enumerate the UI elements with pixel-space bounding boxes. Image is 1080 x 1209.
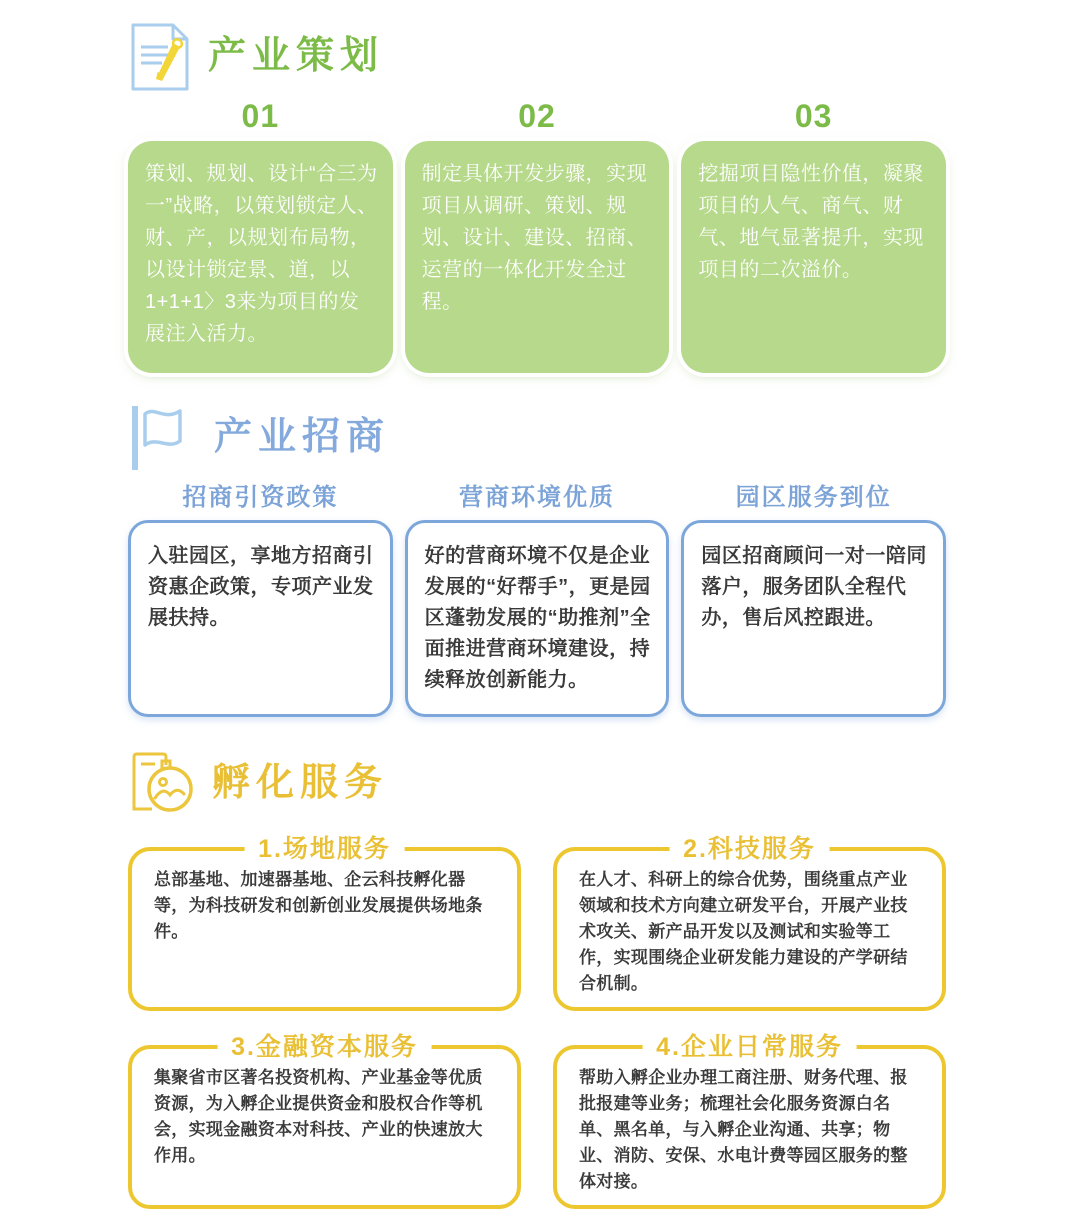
incubation-header <box>128 751 946 817</box>
incubation-card-daily-text: 帮助入孵企业办理工商注册、财务代理、报批报建等业务；梳理社会化服务资源白名单、黑名单，与入孵企业沟通、共享；物业、消防、安保、水电计费等园区服务的整体对接。 <box>579 1068 908 1191</box>
investment-heading-2: 营商环境优质 <box>458 484 615 511</box>
investment-card-2-text: 好的营商环境不仅是企业发展的“好帮手”，更是园区蓬勃发展的“助推剂”全面推进营商环境建设，持续释放创新能力。 <box>424 545 651 691</box>
incubation-card-tech-title: 2.科技服务 <box>669 836 830 862</box>
flag-icon <box>128 403 198 473</box>
incubation-cards <box>128 834 946 1209</box>
planning-cards <box>128 141 946 373</box>
investment-card-1-text: 入驻园区，享地方招商引资惠企政策，专项产业发展扶持。 <box>148 545 374 629</box>
section-title-planning: 产业策划 <box>208 35 385 78</box>
photo-document-icon <box>128 751 196 817</box>
investment-heading-3: 园区服务到位 <box>735 484 892 511</box>
investment-heading-1: 招商引资政策 <box>182 484 339 511</box>
section-title-incubation: 孵化服务 <box>212 762 389 805</box>
section-industry-planning <box>128 22 946 373</box>
incubation-card-tech <box>553 834 946 1011</box>
investment-headings <box>128 477 946 512</box>
incubation-card-finance-title: 3.金融资本服务 <box>217 1034 432 1060</box>
incubation-card-daily <box>553 1032 946 1209</box>
investment-card-2 <box>405 520 670 717</box>
step-number-03: 03 <box>794 98 833 134</box>
step-number-02: 02 <box>518 98 556 134</box>
incubation-card-finance-text: 集聚省市区著名投资机构、产业基金等优质资源，为入孵企业提供资金和股权合作等机会，实现金融资本对科技、产业的快速放大作用。 <box>154 1068 483 1165</box>
investment-cards <box>128 520 946 717</box>
incubation-card-site-title: 1.场地服务 <box>244 836 405 862</box>
section-incubation-services <box>128 751 946 1209</box>
section-industry-investment <box>128 403 946 717</box>
step-number-01: 01 <box>241 98 280 134</box>
incubation-card-tech-text: 在人才、科研上的综合优势，围绕重点产业领域和技术方向建立研发平台，开展产业技术攻关、新产品开发以及测试和实验等工作，实现围绕企业研发能力建设的产学研结合机制。 <box>579 870 908 993</box>
document-pencil-icon <box>128 22 192 92</box>
investment-card-3-text: 园区招商顾问一对一陪同落户，服务团队全程代办，售后风控跟进。 <box>701 545 927 629</box>
incubation-card-site <box>128 834 521 1011</box>
planning-card-1-text: 策划、规划、设计“合三为一”战略，以策划锁定人、财、产，以规划布局物，以设计锁定景、道，以1+1+1〉3来为项目的发展注入活力。 <box>145 163 378 345</box>
incubation-card-finance <box>128 1032 521 1209</box>
page-content <box>128 0 946 1209</box>
planning-card-1 <box>128 141 393 373</box>
section-title-investment: 产业招商 <box>214 416 391 459</box>
investment-card-3 <box>681 520 946 717</box>
incubation-card-daily-title: 4.企业日常服务 <box>642 1034 857 1060</box>
planning-header <box>128 22 946 92</box>
planning-card-2-text: 制定具体开发步骤，实现项目从调研、策划、规划、设计、建设、招商、运营的一体化开发全过程。 <box>421 163 648 313</box>
investment-header <box>128 403 946 473</box>
step-numbers <box>128 98 946 135</box>
investment-card-1 <box>128 520 393 717</box>
incubation-card-site-text: 总部基地、加速器基地、企云科技孵化器等，为科技研发和创新创业发展提供场地条件。 <box>154 870 483 941</box>
planning-card-3-text: 挖掘项目隐性价值，凝聚项目的人气、商气、财气、地气显著提升，实现项目的二次溢价。 <box>698 163 924 281</box>
planning-card-3 <box>681 141 946 373</box>
planning-card-2 <box>405 141 670 373</box>
